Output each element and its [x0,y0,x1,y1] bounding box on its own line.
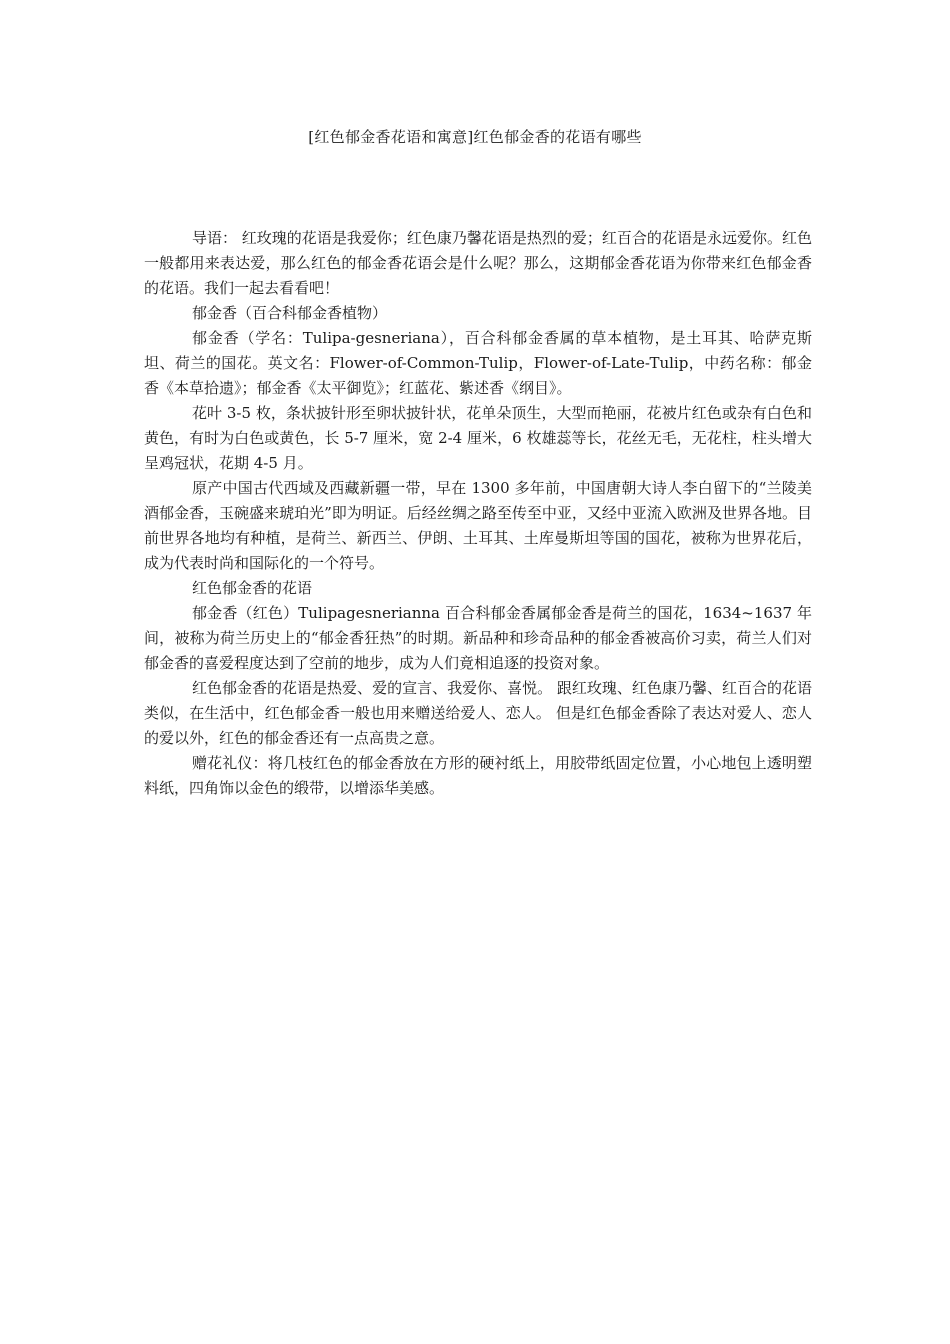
document-title: [红色郁金香花语和寓意]红色郁金香的花语有哪些 [308,128,642,146]
paragraph-morphology: 花叶 3-5 枚，条状披针形至卵状披针状，花单朵顶生，大型而艳丽，花被片红色或杂有白色和黄色，有时为白色或黄色，长 5-7 厘米，宽 2-4 厘米，6 枚雄蕊等长，花丝无毛，无花柱，柱头增大呈鸡冠状，花期 4-5 月。 [144,404,812,472]
paragraph-intro: 导语： 红玫瑰的花语是我爱你；红色康乃馨花语是热烈的爱；红百合的花语是永远爱你。红色一般都用来表达爱，那么红色的郁金香花语会是什么呢？那么，这期郁金香花语为你带来红色郁金香的花语。我们一起去看看吧！ [144,229,812,297]
document-body [144,226,812,801]
section-heading-red-tulip: 红色郁金香的花语 [192,579,313,597]
paragraph-red-tulip-meaning: 红色郁金香的花语是热爱、爱的宣言、我爱你、喜悦。 跟红玫瑰、红色康乃馨、红百合的花语类似，在生活中，红色郁金香一般也用来赠送给爱人、恋人。 但是红色郁金香除了表达对爱人、恋人的爱以外，红色的郁金香还有一点高贵之意。 [144,679,812,747]
paragraph-red-tulip-history: 郁金香（红色）Tulipagesnerianna 百合科郁金香属郁金香是荷兰的国花，1634~1637 年间，被称为荷兰历史上的“郁金香狂热”的时期。新品种和珍奇品种的郁金香被高价习卖，荷兰人们对郁金香的喜爱程度达到了空前的地步，成为人们竟相追逐的投资对象。 [144,604,812,672]
paragraph-gift-etiquette: 赠花礼仪：将几枝红色的郁金香放在方形的硬衬纸上，用胶带纸固定位置，小心地包上透明塑料纸，四角饰以金色的缎带，以增添华美感。 [144,754,812,797]
section-heading-tulip: 郁金香（百合科郁金香植物） [192,304,388,322]
paragraph-taxonomy: 郁金香（学名：Tulipa-gesneriana），百合科郁金香属的草本植物，是土耳其、哈萨克斯坦、荷兰的国花。英文名：Flower-of-Common-Tulip，Flower-of-Late-Tulip，中药名称：郁金香《本草拾遗》；郁金香《太平御览》；红蓝花、紫述香《纲目》。 [144,329,812,397]
paragraph-origin: 原产中国古代西域及西藏新疆一带，早在 1300 多年前，中国唐朝大诗人李白留下的“兰陵美酒郁金香，玉碗盛来琥珀光”即为明证。后经丝绸之路至传至中亚，又经中亚流入欧洲及世界各地。目前世界各地均有种植，是荷兰、新西兰、伊朗、土耳其、土库曼斯坦等国的国花，被称为世界花后，成为代表时尚和国际化的一个符号。 [144,479,812,572]
